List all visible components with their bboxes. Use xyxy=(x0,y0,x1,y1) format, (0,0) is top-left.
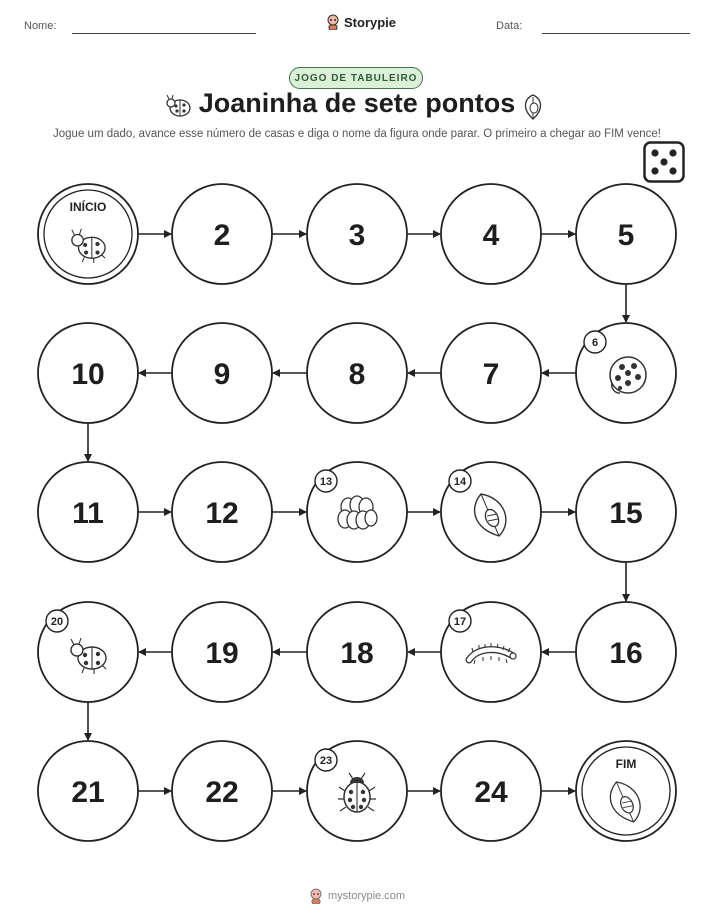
board-cell-22[interactable] xyxy=(172,741,272,841)
board-cell-14[interactable] xyxy=(441,462,541,562)
board-cell-23[interactable] xyxy=(307,741,407,841)
cell-number: 20 xyxy=(50,616,64,628)
name-label: Nome: xyxy=(24,20,57,32)
cell-number: 8 xyxy=(348,358,366,391)
board-cell-8[interactable] xyxy=(307,323,407,423)
start-label: INÍCIO xyxy=(69,200,107,214)
cell-circle xyxy=(38,184,138,284)
cell-number: 12 xyxy=(205,497,239,530)
cell-number: 11 xyxy=(72,497,104,530)
date-label: Data: xyxy=(496,20,523,32)
board-cell-21[interactable] xyxy=(38,741,138,841)
cell-number: 5 xyxy=(617,219,635,252)
cell-number: 10 xyxy=(71,358,105,391)
cell-number: 18 xyxy=(340,637,374,670)
cell-number: 9 xyxy=(213,358,231,391)
cell-number: 7 xyxy=(482,358,500,391)
cell-number: 22 xyxy=(205,776,239,809)
board-cell-18[interactable] xyxy=(307,602,407,702)
board-cell-10[interactable] xyxy=(38,323,138,423)
storypie-mascot-icon xyxy=(309,888,323,904)
brand-name: Storypie xyxy=(344,14,397,30)
board-cell-1[interactable] xyxy=(38,184,138,284)
cell-number: 23 xyxy=(319,755,333,767)
cell-number: 13 xyxy=(319,476,333,488)
board-cell-13[interactable] xyxy=(307,462,407,562)
cell-number: 17 xyxy=(453,616,467,628)
board-cell-17[interactable] xyxy=(441,602,541,702)
cell-number: 24 xyxy=(474,776,508,809)
board-cell-24[interactable] xyxy=(441,741,541,841)
board-cell-4[interactable] xyxy=(441,184,541,284)
end-label: FIM xyxy=(615,757,637,771)
game-type-badge: JOGO DE TABULEIRO xyxy=(289,67,423,89)
ladybug-spots-icon xyxy=(610,357,646,393)
board-cell-2[interactable] xyxy=(172,184,272,284)
cell-number: 3 xyxy=(348,219,366,252)
cell-number: 14 xyxy=(453,476,467,488)
board-cell-6[interactable] xyxy=(576,323,676,423)
board-cell-25[interactable] xyxy=(576,741,676,841)
instructions: Jogue um dado, avance esse número de casas e diga o nome da figura onde parar. O primeiro a chegar ao FIM vence! xyxy=(53,128,661,140)
board-cells xyxy=(38,184,676,841)
board-cell-11[interactable] xyxy=(38,462,138,562)
board-cell-7[interactable] xyxy=(441,323,541,423)
cell-number: 2 xyxy=(213,219,231,252)
cell-number: 15 xyxy=(609,497,643,530)
board-cell-20[interactable] xyxy=(38,602,138,702)
cell-number: 4 xyxy=(482,219,500,252)
board-cell-3[interactable] xyxy=(307,184,407,284)
page-title: Joaninha de sete pontos xyxy=(198,88,516,118)
board-cell-19[interactable] xyxy=(172,602,272,702)
board-cell-15[interactable] xyxy=(576,462,676,562)
cell-number: 16 xyxy=(609,637,643,670)
cell-number: 6 xyxy=(591,337,599,349)
board-cell-9[interactable] xyxy=(172,323,272,423)
board-cell-12[interactable] xyxy=(172,462,272,562)
cell-number: 19 xyxy=(205,637,239,670)
board-cell-16[interactable] xyxy=(576,602,676,702)
board-cell-5[interactable] xyxy=(576,184,676,284)
footer xyxy=(0,888,714,904)
eggs-icon xyxy=(338,496,377,529)
footer-url: mystorypie.com xyxy=(327,890,406,902)
cell-number: 21 xyxy=(71,776,105,809)
